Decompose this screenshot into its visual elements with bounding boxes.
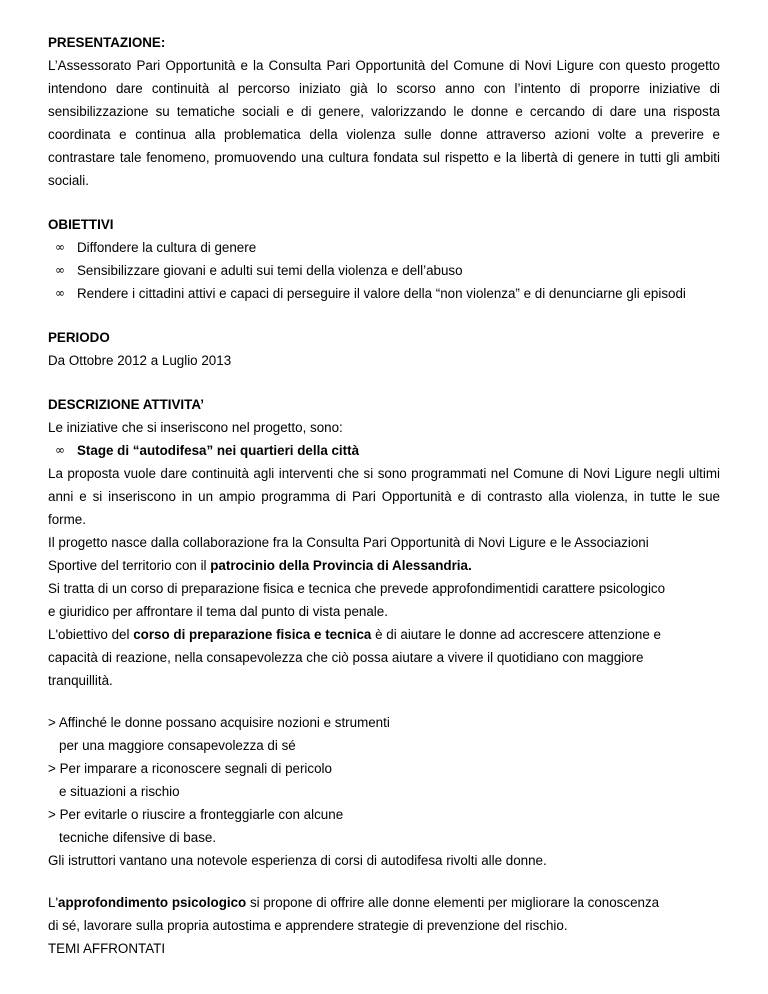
goal-line: > Per evitarle o riuscire a fronteggiarle con alcune [48, 807, 344, 822]
arrow-marker: > [48, 761, 56, 776]
goals-list [48, 711, 720, 849]
arrow-marker: > [48, 715, 56, 730]
list-item: ∞ Stage di “autodifesa” nei quartieri della città [48, 439, 720, 462]
instructors-text: Gli istruttori vantano una notevole esperienza di corsi di autodifesa rivolti alle donne. [48, 853, 547, 868]
heading-descrizione: DESCRIZIONE ATTIVITA’ [48, 397, 204, 412]
goal-line: per una maggiore consapevolezza di sé [59, 738, 296, 753]
psico-line1: L'approfondimento psicologico si propone di offrire alle donne elementi per migliorare la conoscenza [48, 895, 660, 910]
temi-affrontati: TEMI AFFRONTATI [48, 941, 166, 956]
list-item: ∞ Rendere i cittadini attivi e capaci di perseguire il valore della “non violenza” e di denunciarne gli episodi [48, 282, 720, 305]
iniziative-list [48, 439, 720, 462]
descrizione-para2-line2: Sportive del territorio con il patrocinio della Provincia di Alessandria. [48, 558, 472, 573]
descrizione-para4-line3: tranquillità. [48, 673, 113, 688]
goal-line: > Affinché le donne possano acquisire nozioni e strumenti [48, 715, 390, 730]
goal-line: > Per imparare a riconoscere segnali di pericolo [48, 761, 332, 776]
goal-line: e situazioni a rischio [59, 784, 180, 799]
psico-line2: di sé, lavorare sulla propria autostima e apprendere strategie di prevenzione del rischio. [48, 918, 568, 933]
periodo-text: Da Ottobre 2012 a Luglio 2013 [48, 353, 232, 368]
goal-line: tecniche difensive di base. [59, 830, 217, 845]
descrizione-para4-line2: capacità di reazione, nella consapevolezza che ciò possa aiutare a vivere il quotidiano con maggiore [48, 650, 644, 665]
descrizione-para2-line1: Il progetto nasce dalla collaborazione fra la Consulta Pari Opportunità di Novi Ligure e le Associazioni [48, 535, 649, 550]
descrizione-intro: Le iniziative che si inseriscono nel progetto, sono: [48, 420, 343, 435]
list-item: ∞ Sensibilizzare giovani e adulti sui temi della violenza e dell’abuso [48, 259, 720, 282]
descrizione-para1: La proposta vuole dare continuità agli interventi che si sono programmati nel Comune di Novi Ligure negli ultimi anni e si inseriscono in un ampio programma di Pari Opportunità e di contrasto alla violenza, in tutte le sue forme. [48, 466, 720, 527]
heading-presentazione: PRESENTAZIONE: [48, 35, 166, 50]
infinity-bullet-icon: ∞ [55, 263, 65, 277]
infinity-bullet-icon: ∞ [55, 286, 65, 300]
descrizione-para4-line1: L'obiettivo del corso di preparazione fisica e tecnica è di aiutare le donne ad accrescere attenzione e [48, 627, 661, 642]
arrow-marker: > [48, 807, 56, 822]
obiettivi-list [48, 236, 720, 305]
infinity-bullet-icon: ∞ [55, 443, 65, 457]
descrizione-para3-line2: e giuridico per affrontare il tema dal punto di vista penale. [48, 604, 388, 619]
list-item: ∞ Diffondere la cultura di genere [48, 236, 720, 259]
heading-obiettivi: OBIETTIVI [48, 217, 114, 232]
infinity-bullet-icon: ∞ [55, 240, 65, 254]
descrizione-para3-line1: Si tratta di un corso di preparazione fisica e tecnica che prevede approfondimentidi carattere psicologico [48, 581, 666, 596]
presentazione-text: L’Assessorato Pari Opportunità e la Consulta Pari Opportunità del Comune di Novi Ligure con questo progetto intendono dare continuità al percorso iniziato già lo scorso anno con l’intento di proporre iniziative di sensibilizzazione su tematiche sociali e di genere, valorizzando le donne e cercando di dare una risposta coordinata e continua alla problematica della violenza sulle donne attraverso azioni volte a preverire e contrastare tale fenomeno, promuovendo una cultura fondata sul rispetto e la libertà di genere in tutti gli ambiti sociali. [48, 58, 720, 188]
heading-periodo: PERIODO [48, 330, 110, 345]
